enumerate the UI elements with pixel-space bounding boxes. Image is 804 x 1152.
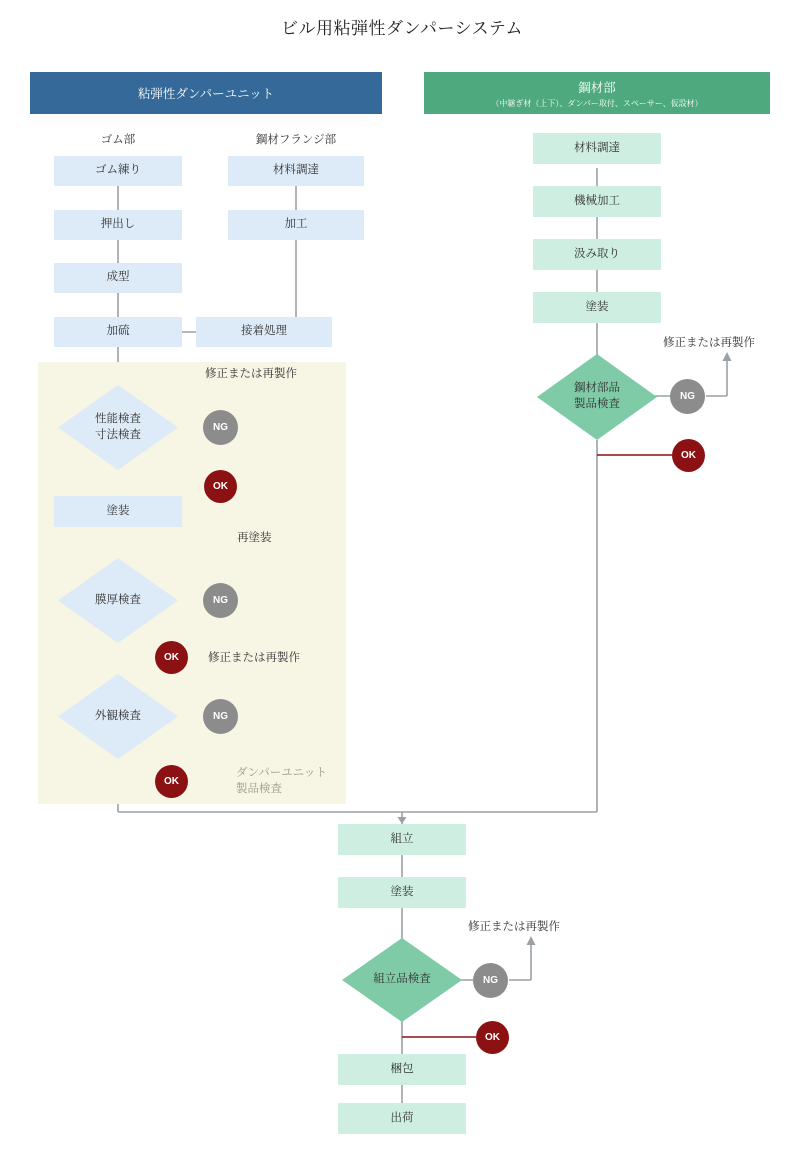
annot-steel-rework bbox=[663, 334, 755, 350]
page-title: ビル用粘弾性ダンパーシステム bbox=[281, 19, 523, 38]
header-steel-part-subtitle: （中継ぎ材（上下）、ダンパー取付、スペーサー、仮設材） bbox=[491, 98, 703, 108]
step-assembly-painting bbox=[338, 877, 466, 908]
badge-ok-film-thickness-label: OK bbox=[164, 652, 179, 663]
group-label-rubber bbox=[58, 131, 178, 147]
badge-ng-film-thickness bbox=[203, 583, 238, 618]
step-steel-painting-label: 塗装 bbox=[585, 300, 609, 313]
panel-label-line1: ダンパーユニット bbox=[236, 767, 327, 779]
panel-label-line2: 製品検査 bbox=[236, 782, 282, 795]
inspection-steel-parts bbox=[537, 354, 657, 440]
step-steel-painting bbox=[533, 292, 661, 323]
annot-performance-rework bbox=[205, 365, 297, 381]
inspection-assembly bbox=[342, 938, 462, 1022]
annot-steel-rework-text: 修正または再製作 bbox=[663, 337, 755, 349]
step-steel-scooping bbox=[533, 239, 661, 270]
inspection-steel-parts-line1: 鋼材部品 bbox=[574, 382, 620, 395]
damper-inspection-panel-label bbox=[236, 766, 356, 797]
inspection-appearance bbox=[58, 674, 178, 759]
step-rubber-molding-label: 成型 bbox=[106, 271, 130, 284]
badge-ng-appearance-label: NG bbox=[213, 711, 228, 722]
step-steel-scooping-label: 汲み取り bbox=[574, 247, 620, 260]
step-shipping bbox=[338, 1103, 466, 1134]
group-label-flange bbox=[228, 131, 364, 147]
step-flange-material bbox=[228, 156, 364, 186]
badge-ok-performance bbox=[204, 470, 237, 503]
header-damper-unit-title: 粘弾性ダンパーユニット bbox=[137, 87, 275, 101]
badge-ok-appearance bbox=[155, 765, 188, 798]
badge-ng-steel-parts-label: NG bbox=[680, 391, 695, 402]
badge-ok-film-thickness bbox=[155, 641, 188, 674]
header-damper-unit bbox=[30, 72, 382, 114]
step-flange-material-label: 材料調達 bbox=[273, 164, 319, 177]
step-rubber-vulcanization-label: 加硫 bbox=[106, 325, 130, 338]
step-steel-material-label: 材料調達 bbox=[574, 141, 620, 154]
step-rubber-kneading-label: ゴム練り bbox=[95, 164, 141, 177]
badge-ng-steel-parts bbox=[670, 379, 705, 414]
inspection-appearance-line1: 外観検査 bbox=[95, 709, 141, 722]
annot-assembly-rework bbox=[468, 918, 560, 934]
step-flange-processing bbox=[228, 210, 364, 240]
inspection-assembly-label: 組立品検査 bbox=[373, 973, 431, 986]
step-steel-material bbox=[533, 133, 661, 164]
step-assembly-label: 組立 bbox=[390, 832, 414, 845]
header-steel-part-title: 鋼材部 bbox=[578, 80, 616, 95]
step-flange-bonding bbox=[196, 317, 332, 347]
badge-ng-assembly bbox=[473, 963, 508, 998]
badge-ng-performance-label: NG bbox=[213, 422, 228, 433]
badge-ok-steel-parts bbox=[672, 439, 705, 472]
step-rubber-extrusion bbox=[54, 210, 182, 240]
badge-ok-steel-parts-label: OK bbox=[681, 450, 696, 461]
inspection-film-thickness bbox=[58, 558, 178, 643]
inspection-steel-parts-line2: 製品検査 bbox=[574, 398, 620, 410]
step-steel-machining bbox=[533, 186, 661, 217]
step-rubber-molding bbox=[54, 263, 182, 293]
step-flange-bonding-label: 接着処理 bbox=[241, 325, 287, 338]
annot-assembly-rework-text: 修正または再製作 bbox=[468, 921, 560, 933]
step-rubber-kneading bbox=[54, 156, 182, 186]
badge-ok-assembly bbox=[476, 1021, 509, 1054]
step-rubber-extrusion-label: 押出し bbox=[100, 218, 136, 231]
group-label-flange-text: 鋼材フランジ部 bbox=[255, 134, 337, 146]
step-rubber-vulcanization bbox=[54, 317, 182, 347]
annot-film-thickness-repaint bbox=[237, 529, 272, 545]
inspection-performance-line2: 寸法検査 bbox=[95, 428, 141, 441]
annot-appearance-rework bbox=[208, 649, 300, 665]
badge-ng-assembly-label: NG bbox=[483, 975, 498, 986]
step-shipping-label: 出荷 bbox=[390, 1111, 414, 1124]
annot-appearance-rework-text: 修正または再製作 bbox=[208, 652, 300, 664]
header-steel-part bbox=[424, 72, 770, 114]
step-assembly bbox=[338, 824, 466, 855]
step-packaging-label: 梱包 bbox=[390, 1062, 414, 1075]
step-assembly-painting-label: 塗装 bbox=[390, 885, 414, 898]
step-steel-machining-label: 機械加工 bbox=[574, 194, 620, 207]
inspection-performance-dimension bbox=[58, 385, 178, 470]
step-damper-painting-label: 塗装 bbox=[106, 504, 130, 517]
annot-film-thickness-repaint-text: 再塗装 bbox=[237, 532, 272, 544]
step-flange-processing-label: 加工 bbox=[284, 218, 308, 231]
badge-ng-film-thickness-label: NG bbox=[213, 595, 228, 606]
badge-ok-appearance-label: OK bbox=[164, 776, 179, 787]
badge-ok-performance-label: OK bbox=[213, 481, 228, 492]
badge-ok-assembly-label: OK bbox=[485, 1032, 500, 1043]
group-label-rubber-text: ゴム部 bbox=[100, 134, 136, 146]
inspection-performance-line1: 性能検査 bbox=[95, 412, 141, 425]
badge-ng-performance bbox=[203, 410, 238, 445]
inspection-film-thickness-line1: 膜厚検査 bbox=[95, 593, 141, 606]
badge-ng-appearance bbox=[203, 699, 238, 734]
step-damper-painting bbox=[54, 496, 182, 527]
annot-performance-rework-text: 修正または再製作 bbox=[205, 368, 297, 380]
step-packaging bbox=[338, 1054, 466, 1085]
